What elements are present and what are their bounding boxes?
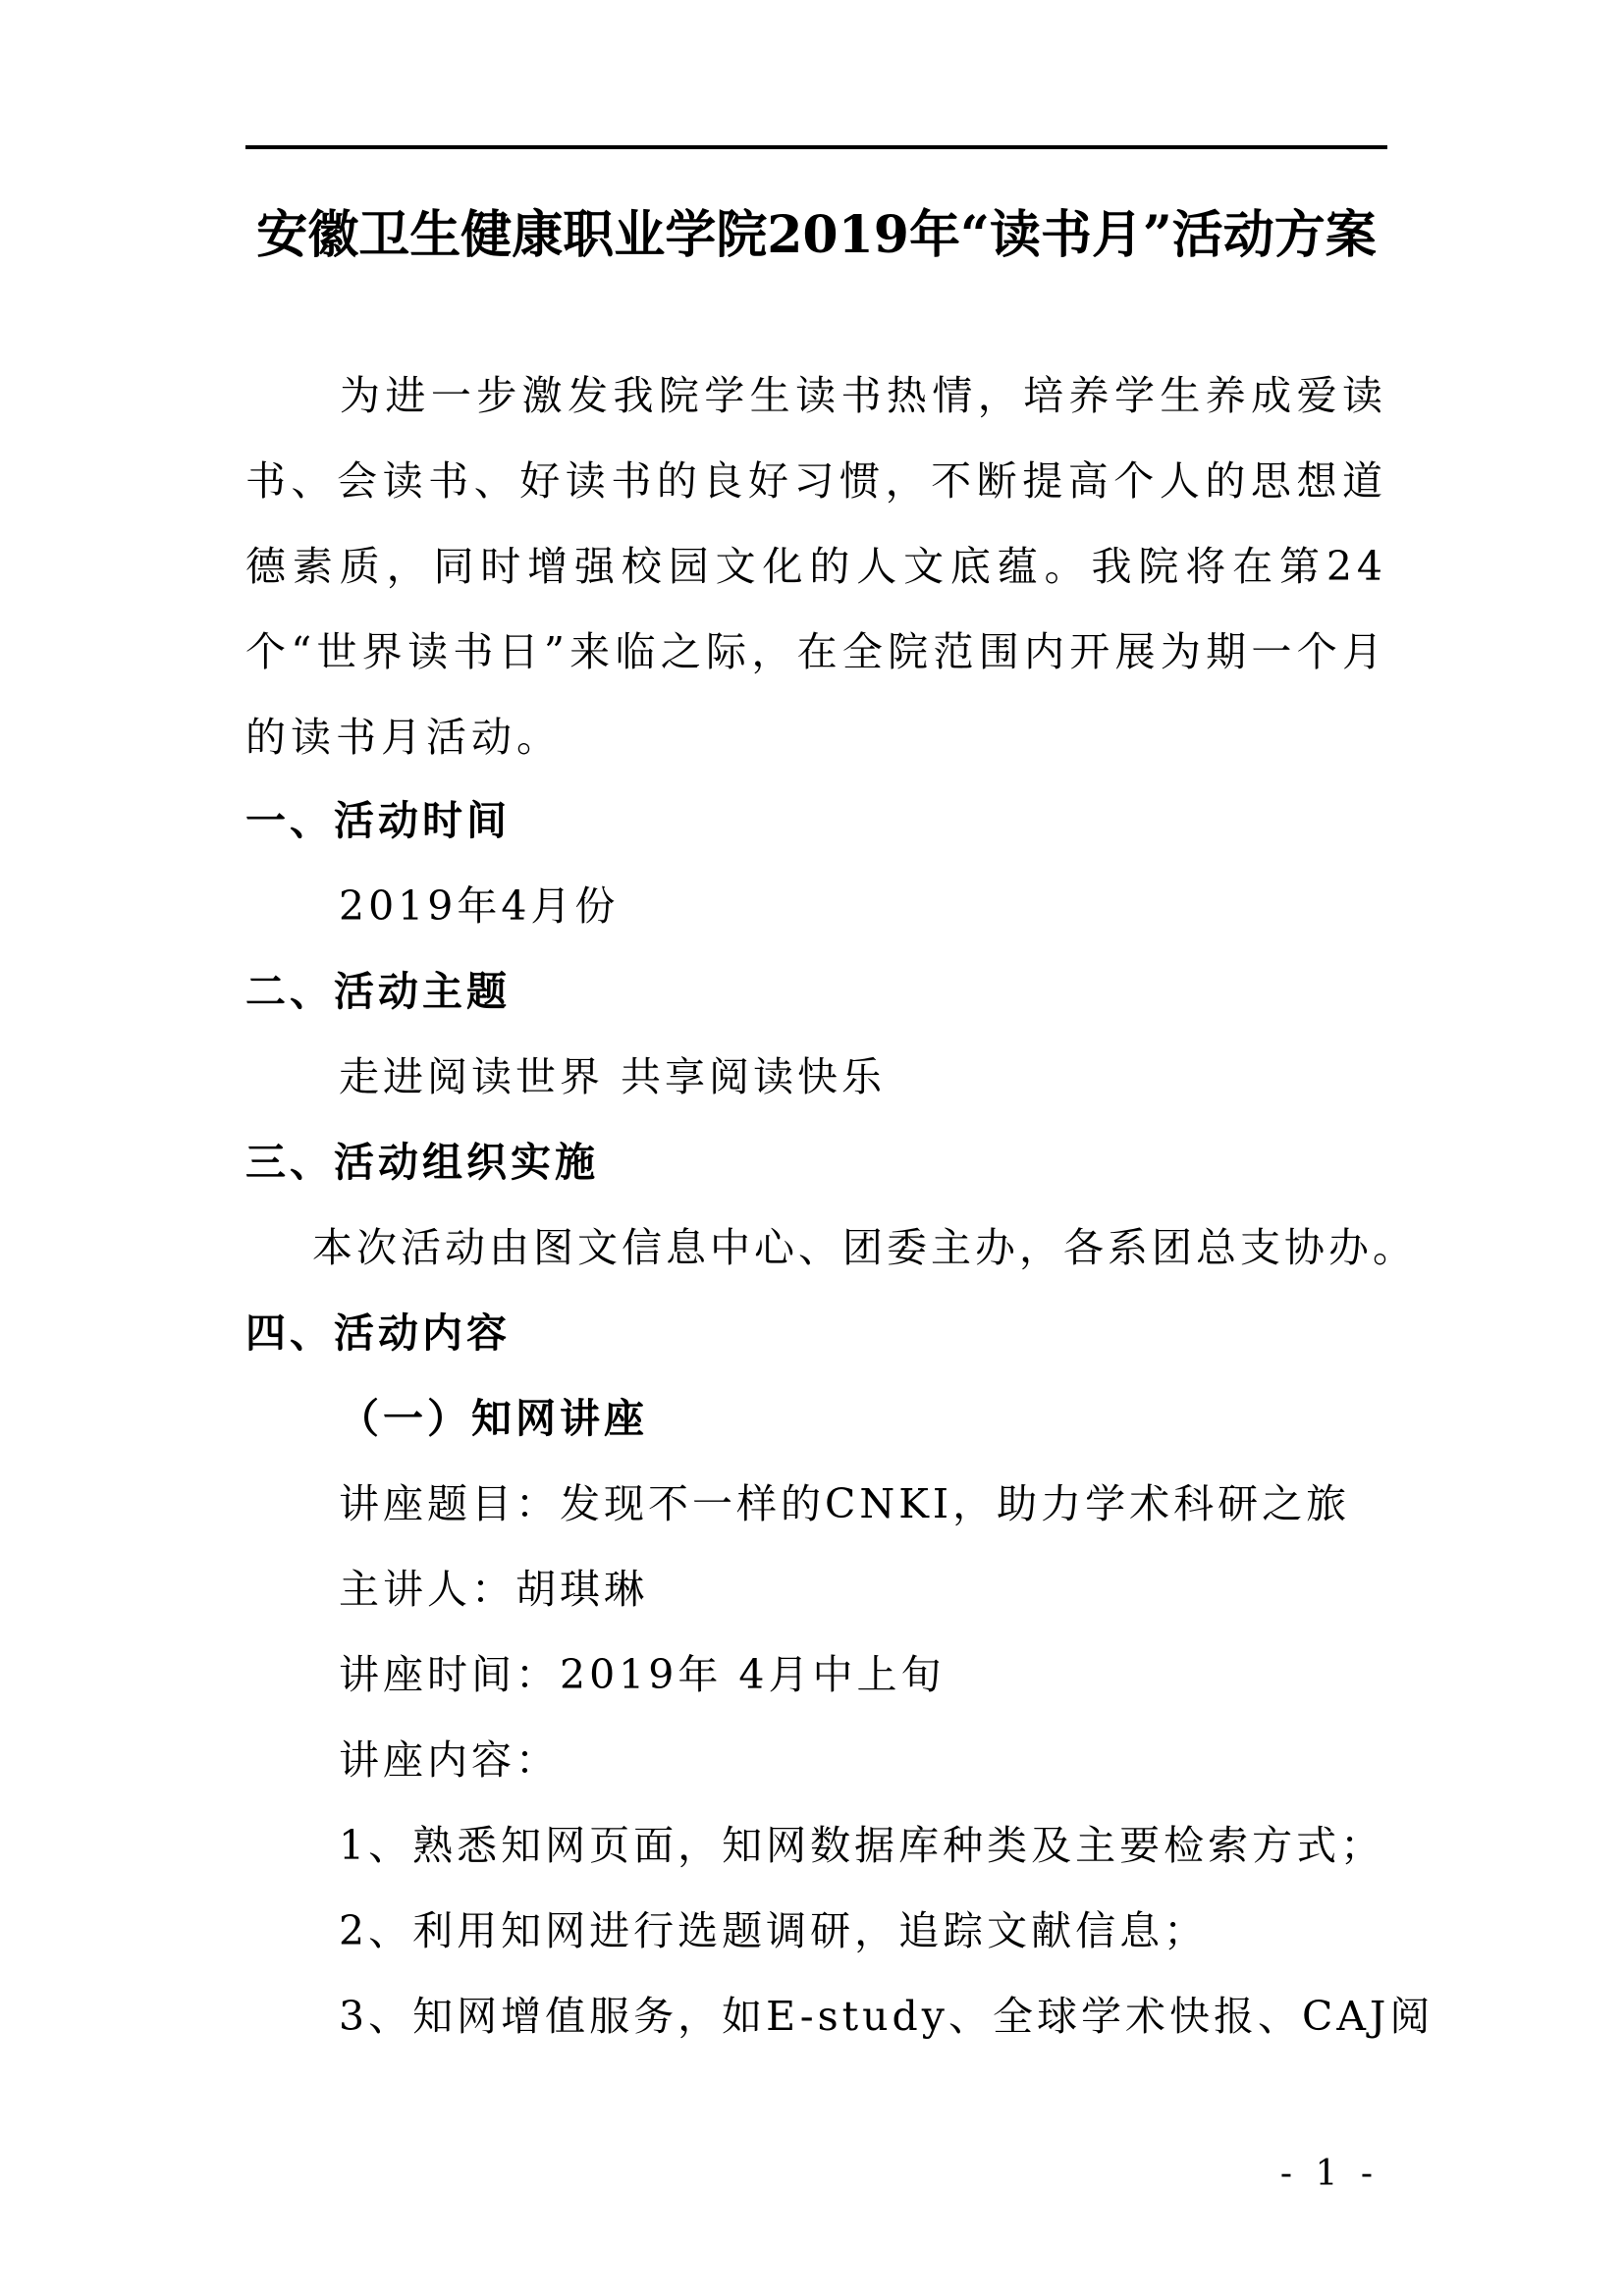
page-number: - 1 - <box>1279 2154 1379 2194</box>
lecture-time: 讲座时间：2019年 4月中上旬 <box>339 1651 946 1698</box>
lecture-content-label: 讲座内容： <box>339 1736 560 1784</box>
section-body-time: 2019年4月份 <box>339 882 620 930</box>
header-rule <box>245 145 1387 149</box>
subsection-heading-lecture: （一）知网讲座 <box>339 1395 648 1442</box>
intro-paragraph: 为进一步激发我院学生读书热情，培养学生养成爱读书、会读书、好读书的良好习惯，不断提高个人的思想道德素质，同时增强校园文化的人文底蕴。我院将在第24个“世界读书日”来临之际，在全院范围内开展为期一个月的读书月活动。 <box>245 372 1387 761</box>
section-body-organization: 本次活动由图文信息中心、团委主办，各系团总支协办。 <box>312 1224 1417 1271</box>
section-body-theme: 走进阅读世界 共享阅读快乐 <box>339 1053 887 1100</box>
section-heading-content: 四、活动内容 <box>245 1309 511 1357</box>
lecture-item-1: 1、熟悉知网页面，知网数据库种类及主要检索方式； <box>339 1822 1385 1869</box>
lecture-item-2: 2、利用知网进行选题调研，追踪文献信息； <box>339 1907 1209 1954</box>
lecture-item-3: 3、知网增值服务，如E-study、全球学术快报、CAJ阅 <box>339 1993 1435 2040</box>
section-heading-theme: 二、活动主题 <box>245 968 511 1015</box>
lecture-topic: 讲座题目：发现不一样的CNKI，助力学术科研之旅 <box>339 1480 1351 1527</box>
document-title: 安徽卫生健康职业学院2019年“读书月”活动方案 <box>256 205 1377 265</box>
lecture-speaker: 主讲人：胡琪琳 <box>339 1566 648 1613</box>
section-heading-time: 一、活动时间 <box>245 797 511 844</box>
section-heading-organization: 三、活动组织实施 <box>245 1139 599 1186</box>
